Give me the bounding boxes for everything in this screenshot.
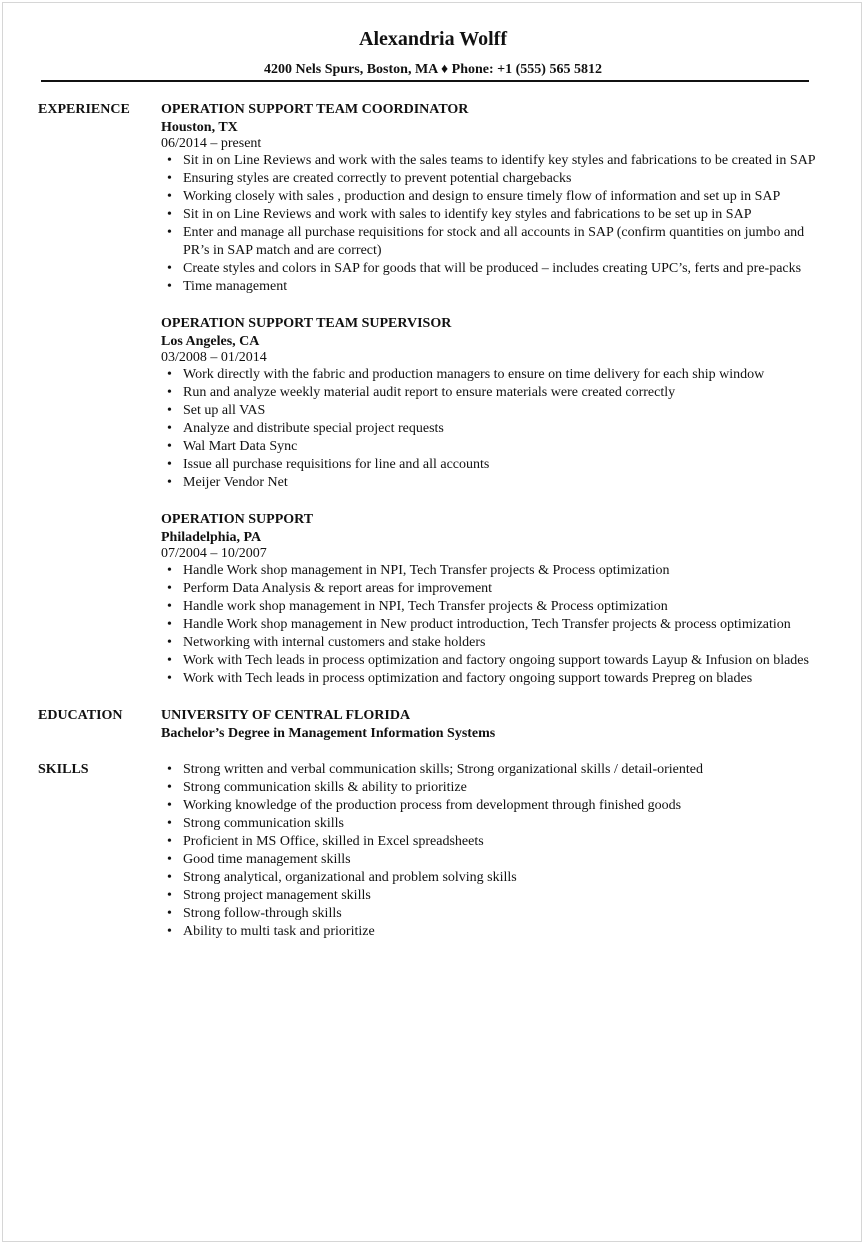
job-location: Los Angeles, CA <box>161 334 260 349</box>
bullet-item: • Time management <box>161 278 823 296</box>
bullet-item: • Work with Tech leads in process optimization and factory ongoing support towards Layup & Infusion on blades <box>161 652 823 670</box>
job-bullets <box>161 152 823 296</box>
bullet-item: • Sit in on Line Reviews and work with sales to identify key styles and fabrications to be set up in SAP <box>161 206 823 224</box>
bullet-item: • Work with Tech leads in process optimization and factory ongoing support towards Prepreg on blades <box>161 670 823 688</box>
bullet-item: • Meijer Vendor Net <box>161 474 823 492</box>
bullet-item: • Enter and manage all purchase requisitions for stock and all accounts in SAP (confirm quantities on jumbo and PR’s in SAP match and are correct) <box>161 224 823 260</box>
section-label-skills: SKILLS <box>38 762 89 777</box>
bullet-item: • Strong project management skills <box>161 887 823 905</box>
bullet-item: • Run and analyze weekly material audit report to ensure materials were created correctly <box>161 384 823 402</box>
bullet-item: • Issue all purchase requisitions for line and all accounts <box>161 456 823 474</box>
section-label-experience: EXPERIENCE <box>38 102 130 117</box>
bullet-item: • Set up all VAS <box>161 402 823 420</box>
experience-list <box>161 100 823 688</box>
job-title: OPERATION SUPPORT TEAM SUPERVISOR <box>161 316 452 331</box>
bullet-item: • Strong analytical, organizational and problem solving skills <box>161 869 823 887</box>
job-dates: 06/2014 – present <box>161 136 262 151</box>
bullet-item: • Wal Mart Data Sync <box>161 438 823 456</box>
job-location: Houston, TX <box>161 120 238 135</box>
bullet-item: • Strong follow-through skills <box>161 905 823 923</box>
bullet-item: • Proficient in MS Office, skilled in Excel spreadsheets <box>161 833 823 851</box>
bullet-item: • Good time management skills <box>161 851 823 869</box>
experience-section <box>38 100 823 688</box>
header-divider <box>41 80 809 82</box>
bullet-item: • Ensuring styles are created correctly to prevent potential chargebacks <box>161 170 823 188</box>
bullet-item: • Strong communication skills & ability to prioritize <box>161 779 823 797</box>
job-entry <box>161 100 823 296</box>
bullet-item: • Networking with internal customers and stake holders <box>161 634 823 652</box>
job-bullets <box>161 562 823 688</box>
bullet-item: • Create styles and colors in SAP for goods that will be produced – includes creating UPC’s, ferts and pre-packs <box>161 260 823 278</box>
bullet-item: • Working knowledge of the production process from development through finished goods <box>161 797 823 815</box>
job-dates: 03/2008 – 01/2014 <box>161 350 267 365</box>
bullet-item: • Working closely with sales , production and design to ensure timely flow of information and set up in SAP <box>161 188 823 206</box>
bullet-item: • Sit in on Line Reviews and work with the sales teams to identify key styles and fabrications to be created in SAP <box>161 152 823 170</box>
job-entry <box>161 314 823 492</box>
skills-list <box>161 761 823 941</box>
degree: Bachelor’s Degree in Management Information Systems <box>161 726 496 741</box>
bullet-item: • Handle Work shop management in New product introduction, Tech Transfer projects & process optimization <box>161 616 823 634</box>
bullet-item: • Ability to multi task and prioritize <box>161 923 823 941</box>
bullet-item: • Strong communication skills <box>161 815 823 833</box>
job-title: OPERATION SUPPORT TEAM COORDINATOR <box>161 102 469 117</box>
bullet-item: • Strong written and verbal communication skills; Strong organizational skills / detail-oriented <box>161 761 823 779</box>
bullet-item: • Perform Data Analysis & report areas for improvement <box>161 580 823 598</box>
school-name: UNIVERSITY OF CENTRAL FLORIDA <box>161 708 411 723</box>
job-dates: 07/2004 – 10/2007 <box>161 546 267 561</box>
job-bullets <box>161 366 823 492</box>
job-entry <box>161 510 823 688</box>
education-entry <box>161 706 823 742</box>
resume-content <box>38 100 823 959</box>
bullet-item: • Handle work shop management in NPI, Tech Transfer projects & Process optimization <box>161 598 823 616</box>
skills-list-container <box>161 760 823 941</box>
bullet-item: • Handle Work shop management in NPI, Tech Transfer projects & Process optimization <box>161 562 823 580</box>
skills-section <box>38 760 823 941</box>
candidate-name: Alexandria Wolff <box>359 28 507 50</box>
job-title: OPERATION SUPPORT <box>161 512 314 527</box>
education-section <box>38 706 823 742</box>
section-label-education: EDUCATION <box>38 708 123 723</box>
job-location: Philadelphia, PA <box>161 530 262 545</box>
bullet-item: • Analyze and distribute special project requests <box>161 420 823 438</box>
contact-line: 4200 Nels Spurs, Boston, MA ♦ Phone: +1 (555) 565 5812 <box>264 62 602 77</box>
bullet-item: • Work directly with the fabric and production managers to ensure on time delivery for each ship window <box>161 366 823 384</box>
